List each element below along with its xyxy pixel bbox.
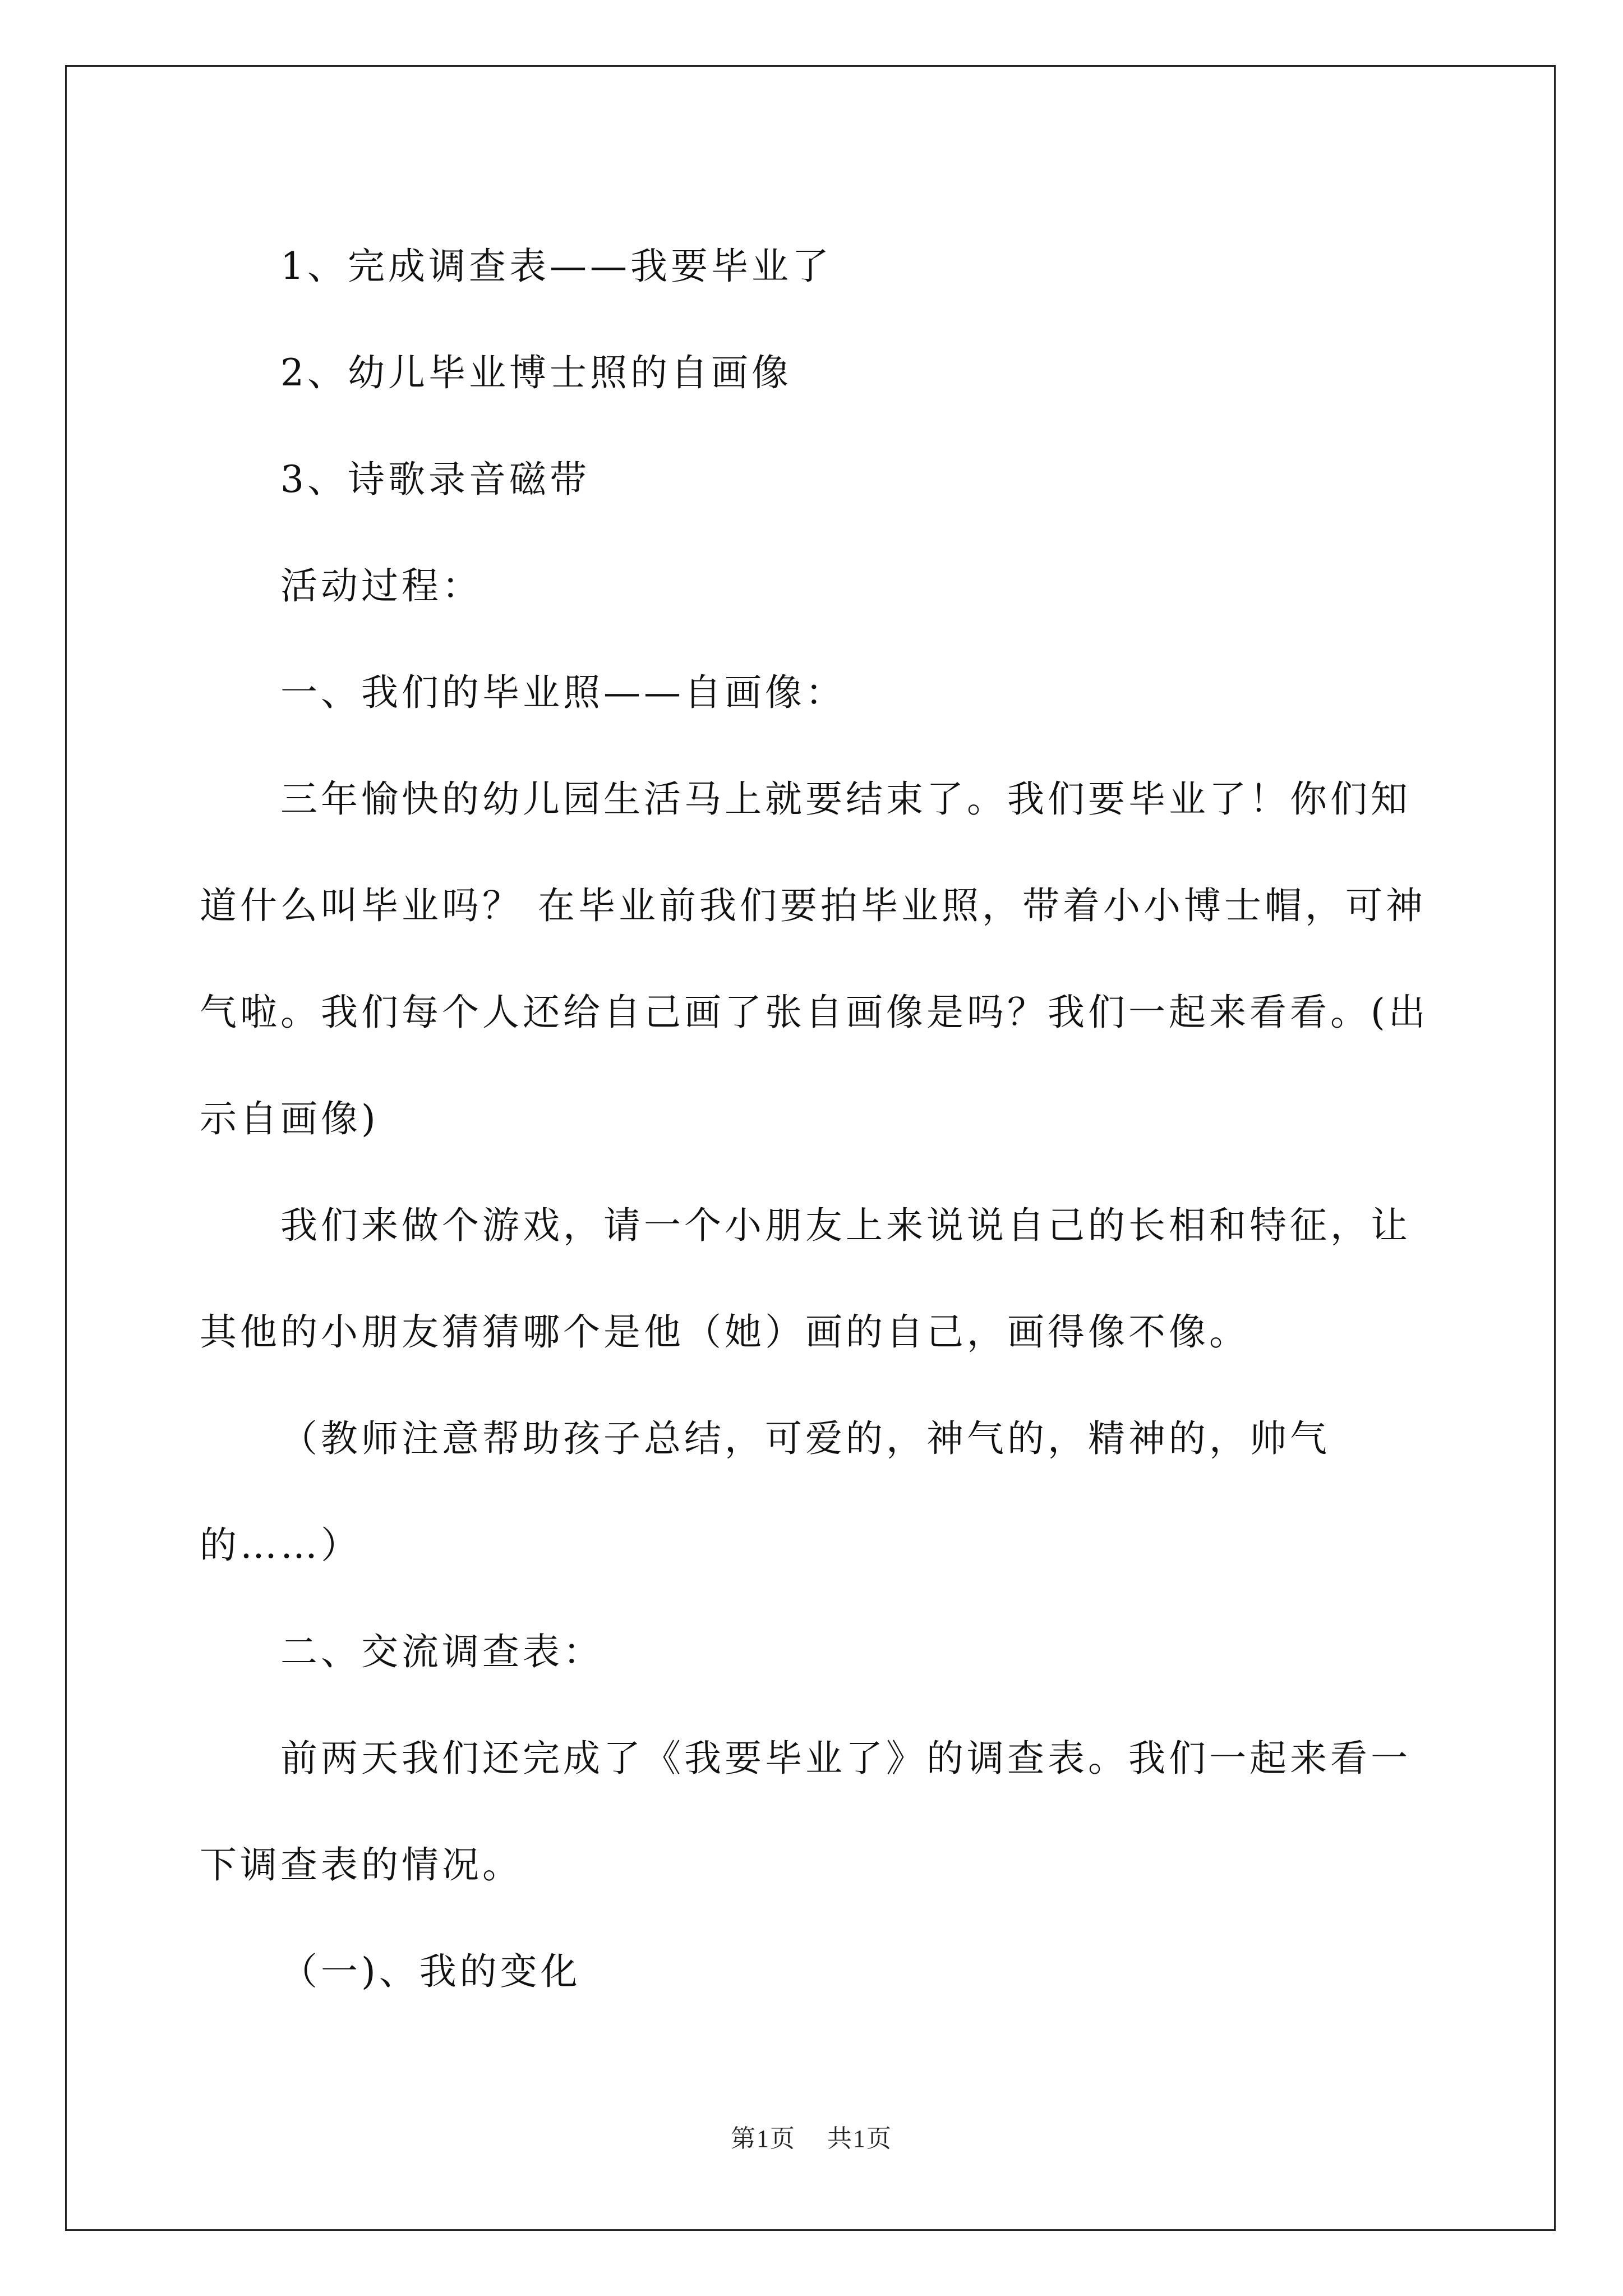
material-item-3: 3、诗歌录音磁带 [280,458,590,501]
material-item-1: 1、完成调查表——我要毕业了 [280,245,832,288]
document-body [200,213,1433,2025]
material-item-2: 2、幼儿毕业博士照的自画像 [280,351,792,394]
subsection-1-heading: （一)、我的变化 [280,1950,581,1993]
activity-process-heading: 活动过程： [280,564,482,608]
page-footer [0,2118,1623,2154]
teacher-note-paragraph: （教师注意帮助孩子总结，可爱的，神气的，精神的，帅气的……） [200,1417,1330,1567]
section-2-heading: 二、交流调查表： [280,1630,603,1673]
section-1-intro-paragraph: 三年愉快的幼儿园生活马上就要结束了。我们要毕业了！你们知道什么叫毕业吗？ 在毕业前我们要拍毕业照，带着小小博士帽，可神气啦。我们每个人还给自己画了张自画像是吗？我们一起来看看。(出示自画像) [200,777,1429,1140]
page-number: 第1页 [731,2125,796,2152]
section-1-game-paragraph: 我们来做个游戏，请一个小朋友上来说说自己的长相和特征，让其他的小朋友猜猜哪个是他（她）画的自己，画得像不像。 [200,1204,1411,1354]
section-1-heading: 一、我们的毕业照——自画像： [280,671,846,714]
page-total: 共1页 [827,2125,892,2152]
section-2-intro-paragraph: 前两天我们还完成了《我要毕业了》的调查表。我们一起来看一下调查表的情况。 [200,1737,1411,1887]
